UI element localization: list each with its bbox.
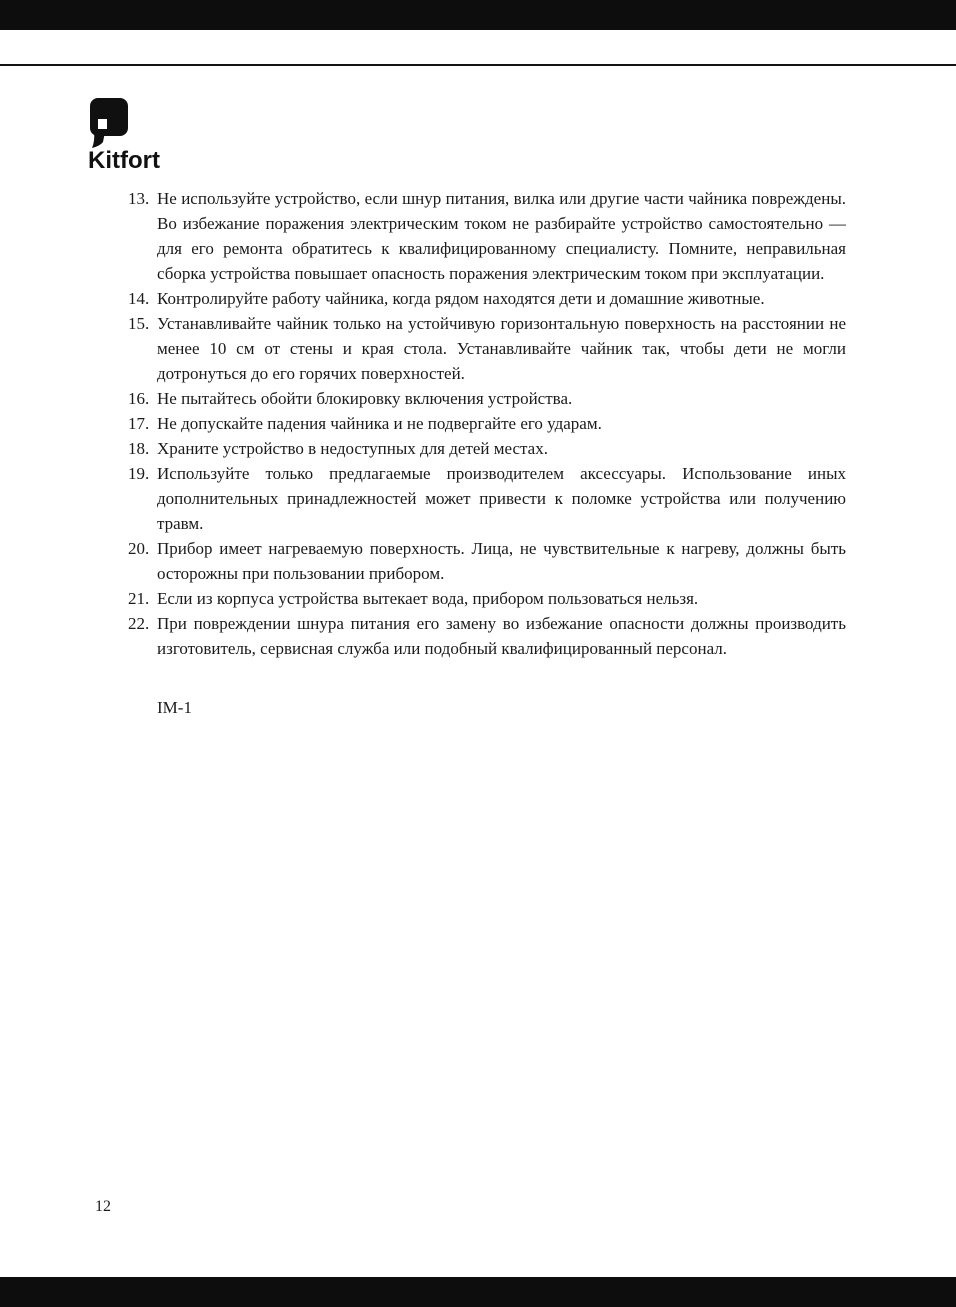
- header-divider: [0, 64, 956, 66]
- list-item-number: 22.: [128, 614, 150, 633]
- instruction-list: [128, 186, 846, 720]
- list-item-text: Контролируйте работу чайника, когда рядом находятся дети и домашние животные.: [157, 289, 765, 308]
- model-code: IM-1: [157, 698, 192, 717]
- list-item-number: 18.: [128, 439, 150, 458]
- list-item: [128, 411, 846, 436]
- list-item-number: 20.: [128, 539, 150, 558]
- list-item-text: Не пытайтесь обойти блокировку включения устройства.: [157, 389, 573, 408]
- kitfort-quote-icon: [90, 98, 128, 148]
- list-item-text: Используйте только предлагаемые производителем аксессуары. Использование иных дополнительных принадлежностей может привести к поломке устройства или получению травм.: [157, 464, 846, 533]
- list-item-number: 14.: [128, 289, 150, 308]
- list-item: [128, 311, 846, 386]
- list-item-text: Устанавливайте чайник только на устойчивую горизонтальную поверхность на расстоянии не менее 10 см от стены и края стола. Устанавливайте чайник так, чтобы дети не могли дотронуться до его горячих поверхностей.: [157, 314, 846, 383]
- list-item: [128, 386, 846, 411]
- list-item-number: 17.: [128, 414, 150, 433]
- list-item-text: Не допускайте падения чайника и не подвергайте его ударам.: [157, 414, 602, 433]
- list-item: [128, 536, 846, 586]
- list-item-number: 16.: [128, 389, 150, 408]
- list-item-number: 15.: [128, 314, 150, 333]
- brand-name: Kitfort: [88, 147, 160, 174]
- top-edge-bar: [0, 0, 956, 30]
- list-item-text: Прибор имеет нагреваемую поверхность. Лица, не чувствительные к нагреву, должны быть осторожны при пользовании прибором.: [157, 539, 846, 583]
- list-item: [128, 186, 846, 286]
- list-item: [128, 436, 846, 461]
- list-item: [128, 586, 846, 611]
- page-number: 12: [95, 1198, 111, 1215]
- list-item-number: 13.: [128, 189, 150, 208]
- list-item: [128, 461, 846, 536]
- list-item: [128, 286, 846, 311]
- list-item-text: Храните устройство в недоступных для детей местах.: [157, 439, 548, 458]
- list-item: [128, 611, 846, 661]
- kitfort-logo: [88, 98, 160, 173]
- list-item-number: 19.: [128, 464, 150, 483]
- list-item-text: При повреждении шнура питания его замену во избежание опасности должны производить изготовитель, сервисная служба или подобный квалифицированный персонал.: [157, 614, 846, 658]
- list-item-text: Если из корпуса устройства вытекает вода, прибором пользоваться нельзя.: [157, 589, 699, 608]
- list-item-number: 21.: [128, 589, 150, 608]
- bottom-edge-bar: [0, 1277, 956, 1307]
- list-item-text: Не используйте устройство, если шнур питания, вилка или другие части чайника повреждены. Во избежание поражения электрическим током не разбирайте устройство самостоятельно — для его ремонта обратитесь к квалифицированному специалисту. Помните, неправильная сборка устройства повышает опасность поражения электрическим током при эксплуатации.: [157, 189, 846, 283]
